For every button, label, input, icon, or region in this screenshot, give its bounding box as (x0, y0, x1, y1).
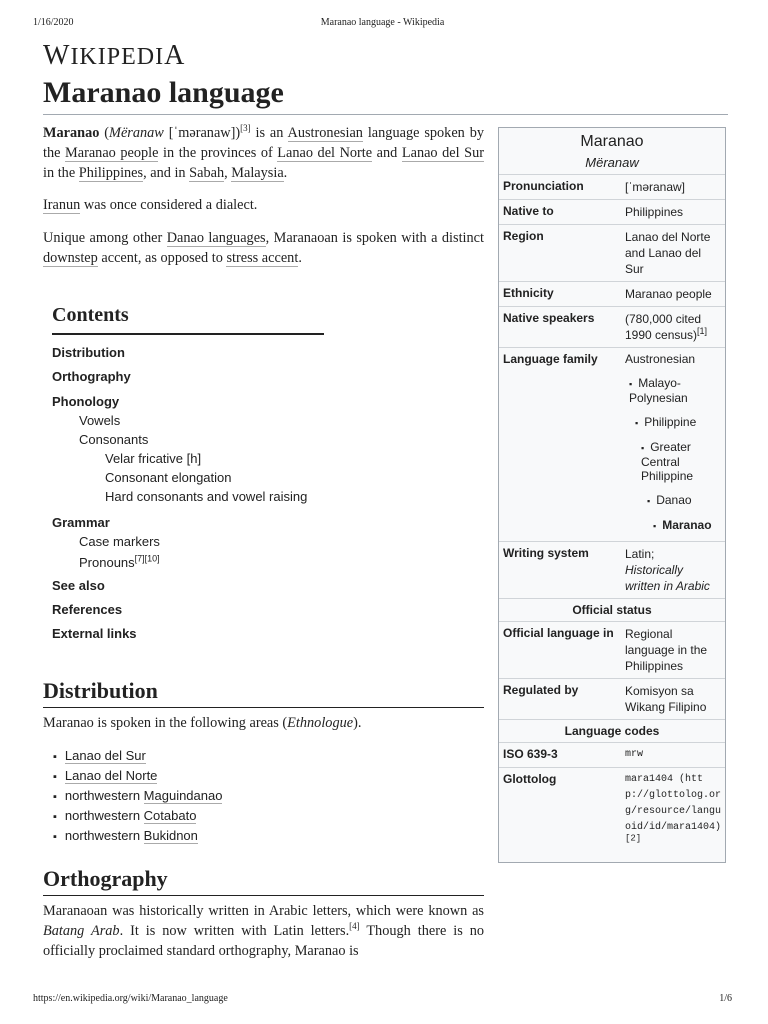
link-sabah[interactable]: Sabah (189, 165, 225, 181)
toc-external-links[interactable]: External links (52, 626, 137, 641)
lead-paragraph-2: Iranun was once considered a dialect. (43, 197, 258, 213)
toc-consonant-elongation[interactable]: Consonant elongation (105, 470, 232, 485)
ref-1[interactable]: [1] (697, 326, 708, 336)
toc-references[interactable]: References (52, 602, 123, 617)
link-lanao-del-norte-area[interactable]: Lanao del Norte (64, 768, 158, 783)
link-iranun[interactable]: Iranun (43, 197, 81, 213)
family-danao[interactable]: ▪ Danao (625, 493, 721, 508)
infobox-row-region: Region Lanao del Norte and Lanao del Sur (499, 225, 725, 282)
link-bukidnon[interactable]: Bukidnon (143, 828, 198, 843)
infobox-row-family: Language family Austronesian ▪ Malayo-Polynesian ▪ Philippine ▪ Greater Central Philippine ▪ Danao ▪ Maranao (499, 348, 725, 542)
toc-distribution[interactable]: Distribution (52, 345, 125, 360)
toc-hard-consonants[interactable]: Hard consonants and vowel raising (105, 489, 308, 504)
list-item (53, 746, 222, 766)
toc-pronouns[interactable]: Pronouns[7][10] (79, 553, 160, 570)
link-lanao-del-sur-area[interactable]: Lanao del Sur (64, 748, 146, 763)
lead-paragraph-3: Unique among other Danao languages, Maranaoan is spoken with a distinct downstep accent, as opposed to stress accent. (43, 230, 484, 266)
link-austronesian[interactable]: Austronesian (287, 125, 363, 141)
infobox-row-official: Official language in Regional language in the Philippines (499, 622, 725, 679)
toc-consonants[interactable]: Consonants (79, 432, 149, 447)
link-stress-accent[interactable]: stress accent (226, 250, 299, 266)
family-philippine[interactable]: ▪ Philippine (625, 415, 721, 430)
link-philippines[interactable]: Philippines (78, 165, 144, 181)
print-title: Maranao language - Wikipedia (320, 17, 445, 28)
print-page-number: 1/6 (719, 993, 732, 1004)
link-danao-languages[interactable]: Danao languages (166, 230, 266, 246)
family-austronesian[interactable]: Austronesian (625, 352, 696, 366)
link-lanao-del-norte[interactable]: Lanao del Norte (277, 145, 373, 161)
wikipedia-wordmark[interactable]: WIKIPEDIA (43, 40, 186, 71)
toc-phonology[interactable]: Phonology (52, 394, 120, 409)
page-title: Maranao language (43, 76, 728, 115)
infobox-row-pronunciation: Pronunciation [ˈməranaw] (499, 175, 725, 200)
infobox-row-writing: Writing system Latin; Historically written in Arabic (499, 542, 725, 599)
infobox-native-name: Mëranaw (499, 153, 725, 175)
toc-orthography[interactable]: Orthography (52, 369, 131, 384)
infobox-row-iso: ISO 639-3 mrw (499, 743, 725, 768)
infobox-row-ethnicity: Ethnicity Maranao people (499, 282, 725, 307)
link-cotabato[interactable]: Cotabato (143, 808, 197, 823)
link-malaysia[interactable]: Malaysia (231, 165, 284, 181)
lead-paragraph-1: Maranao (Mëranaw [ˈməranaw])[3] is an Austronesian language spoken by the Maranao people in the provinces of Lanao del Norte and Lanao del Sur in the Philippines, and in Sabah, Malaysia. (43, 123, 484, 181)
infobox-row-speakers: Native speakers (780,000 cited 1990 census)[1] (499, 307, 725, 348)
toc-velar-fricative[interactable]: Velar fricative [h] (105, 451, 202, 466)
list-item: ▪ northwestern Cotabato (53, 806, 222, 826)
ref-4[interactable]: [4] (349, 921, 360, 932)
family-tree (621, 348, 725, 541)
list-item (53, 766, 222, 786)
distribution-heading: Distribution (43, 678, 484, 708)
distribution-intro: Maranao is spoken in the following areas (Ethnologue). (43, 715, 362, 731)
family-maranao: ▪ Maranao (625, 518, 721, 533)
family-greater-central-philippine[interactable]: ▪ Greater Central Philippine (625, 440, 721, 483)
distribution-list (53, 746, 222, 846)
link-maranao-people[interactable]: Maranao people (65, 145, 159, 161)
toc-heading: Contents (52, 304, 324, 335)
toc-vowels[interactable]: Vowels (79, 413, 121, 428)
print-date: 1/16/2020 (33, 17, 74, 28)
infobox-title: Maranao (580, 133, 644, 150)
table-of-contents (52, 304, 324, 646)
orthography-heading: Orthography (43, 866, 484, 896)
infobox-row-glottolog: Glottolog mara1404 (http://glottolog.org/resource/languoid/id/mara1404)[2] (503, 772, 722, 844)
infobox (498, 127, 726, 863)
print-header (33, 17, 732, 28)
toc-case-markers[interactable]: Case markers (79, 534, 160, 549)
toc-grammar[interactable]: Grammar (52, 515, 110, 530)
list-item: ▪ northwestern Bukidnon (53, 826, 222, 846)
print-footer (33, 993, 732, 1004)
infobox-row-regulated: Regulated by Komisyon sa Wikang Filipino (499, 679, 725, 720)
toc-see-also[interactable]: See also (52, 578, 105, 593)
print-url: https://en.wikipedia.org/wiki/Maranao_language (33, 993, 228, 1004)
family-malayo-polynesian[interactable]: ▪ Malayo-Polynesian (625, 376, 721, 405)
link-lanao-del-sur[interactable]: Lanao del Sur (401, 145, 484, 161)
list-item: ▪ northwestern Maguindanao (53, 786, 222, 806)
infobox-official-status-header: Official status (499, 599, 725, 622)
infobox-row-native-to: Native to Philippines (499, 200, 725, 225)
ref-3[interactable]: [3] (240, 123, 251, 134)
infobox-language-codes-header: Language codes (499, 720, 725, 743)
ref-2[interactable]: [2] (625, 833, 642, 844)
link-downstep[interactable]: downstep (43, 250, 98, 266)
link-maguindanao[interactable]: Maguindanao (143, 788, 223, 803)
orthography-paragraph: Maranaoan was historically written in Arabic letters, which were known as Batang Arab. It is now written with Latin letters.[4] Though there is no officially proclaimed standard orthography, Maranao is (43, 903, 485, 959)
